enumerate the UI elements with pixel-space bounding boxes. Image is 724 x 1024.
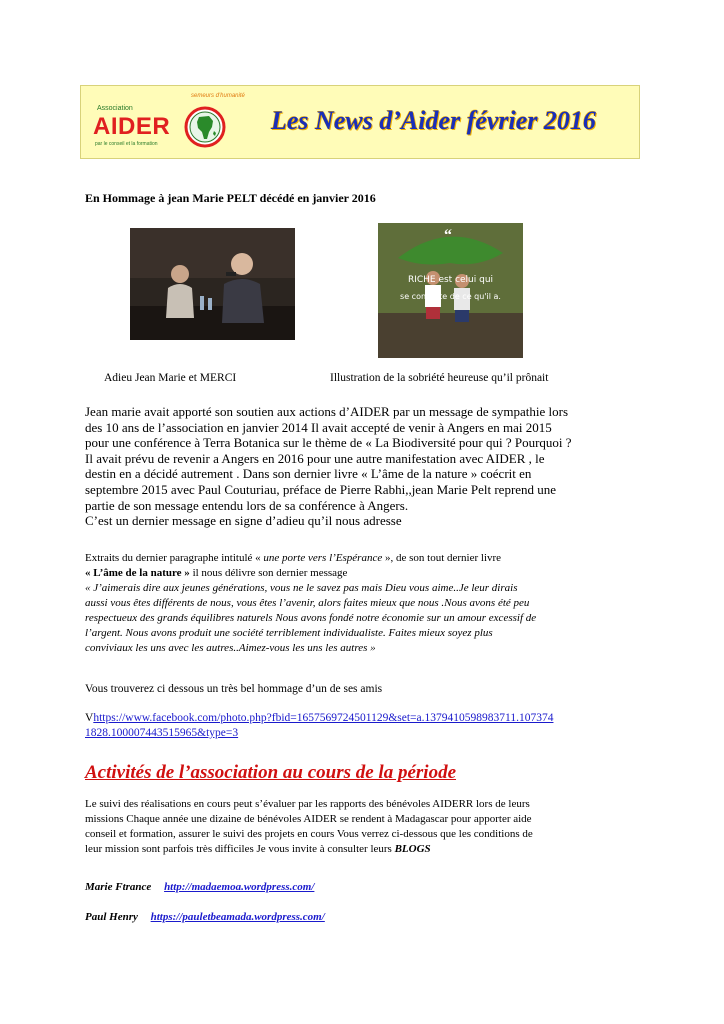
hommage-paragraph [85,404,655,529]
book-title: « L’âme de la nature » [85,567,190,579]
extraits-intro-b: », de son tout dernier livre [382,552,502,564]
quote-line: conviviaux les uns avec les autres..Aimez-vous les uns les autres » [85,642,376,654]
aider-logo [87,91,245,153]
blog-link-paul[interactable]: https://pauletbeamada.wordpress.com/ [150,911,325,923]
book-after: il nous délivre son dernier message [189,567,348,579]
paragraph-line: partie de son message entendu lors de sa conférence à Angers. [85,497,409,513]
conference-photo-image [130,228,295,340]
paragraph-line: Le suivi des réalisations en cours peut s’évaluer par les rapports des bénévoles AIDERR lors de leurs [85,798,530,810]
activites-paragraph [85,797,665,857]
paragraph-line: conseil et formation, assurer le suivi des projets en cours Vous verrez ci-dessous que les conditions de [85,828,533,840]
extraits-book-line [85,566,655,581]
quote-line: l’argent. Nous avons produit une société terriblement individualiste. Faites mieux soyez plus [85,627,493,639]
logo-tagline: par le conseil et la formation [95,141,158,147]
paragraph-line: Jean marie avait apporté son soutien aux actions d’AIDER par un message de sympathie lors [85,404,569,419]
blog-link-marie[interactable]: http://madaemoa.wordpress.com/ [164,881,315,893]
paragraph-line-text: leur mission sont parfois très difficiles Je vous invite à consulter leurs [85,843,395,855]
quote-mark: “ [444,227,452,244]
paragraph-line: missions Chaque année une dizaine de bénévoles AIDER se rendent à Madagascar pour apporter aide [85,813,532,825]
extraits-intro [85,551,655,566]
link-line-1 [85,711,665,726]
logo-aider-text: AIDER [93,113,171,140]
link-line-2 [85,726,665,741]
activites-heading: Activités de l’association au cours de la période [85,762,457,783]
globe-africa-icon [183,105,227,149]
facebook-link-block [85,711,665,741]
hommage-link-intro: Vous trouverez ci dessous un très bel hommage d’un de ses amis [85,683,383,695]
blog-author: Marie Ftrance [85,881,152,893]
paragraph-line: destin en a décidé autrement . Dans son dernier livre « L’âme de la nature » coécrit en [85,466,532,482]
blogs-word: BLOGS [394,843,431,855]
children-leaf-photo [378,223,523,358]
hommage-heading: En Hommage à jean Marie PELT décédé en janvier 2016 [85,191,376,205]
quote-line: « J’aimerais dire aux jeunes générations, vous ne le savez pas mais Dieu vous aime..Je leur dirais [85,582,518,594]
facebook-link[interactable]: https://www.facebook.com/photo.php?fbid=1657569724501129&set=a.1379410598983711.107374 [93,712,554,724]
logo-association-text: Association [97,105,133,112]
image-quote-line1: RICHE est celui qui [407,275,494,285]
quote-line: respectueux des grands équilibres naturels Nous avons fondé notre économie sur un amour excessif de [85,612,537,624]
newsletter-title: Les News d’Aider février 2016 [271,106,596,135]
caption-right: Illustration de la sobriété heureuse qu’il prônait [330,372,549,384]
paragraph-line: C’est un dernier message en signe d’adieu qu’il nous adresse [85,513,402,529]
conference-photo [130,228,295,340]
image-quote-line2: se contente de ce qu'il a. [400,292,501,301]
blog-entry-paul [85,911,325,923]
blog-entry-marie [85,881,314,893]
facebook-link-continued[interactable]: 1828.100007443515965&type=3 [85,727,239,739]
header-banner [80,85,640,159]
paragraph-line: des 10 ans de l’association en janvier 2014 Il avait accepté de venir à Angers en mai 2015 [85,419,552,435]
paragraph-line: septembre 2015 avec Paul Couturiau, préface de Pierre Rabhi,,jean Marie Pelt reprend une [85,481,557,497]
extraits-intro-a: Extraits du dernier paragraphe intitulé « [85,552,264,564]
extraits-paragraph [85,551,655,656]
logo-semeurs-text: semeurs d'humanité [191,93,245,99]
blog-author: Paul Henry [85,911,138,923]
quote-line: aussi vous êtes différents de nous, vous êtes l’avenir, alors faites mieux que nous .Nous avons été peu [85,597,530,609]
caption-left: Adieu Jean Marie et MERCI [104,372,237,384]
extraits-section-title: une porte vers l’Espérance [263,552,383,564]
paragraph-line: Il avait prévu de revenir a Angers en 2016 pour une autre manifestation avec AIDER , le [85,450,545,466]
paragraph-line: pour une conférence à Terra Botanica sur le thème de « La Biodiversité pour qui ? Pourquoi ? [85,435,572,451]
paragraph-line-last [85,842,665,857]
link-prefix: V [85,712,94,724]
